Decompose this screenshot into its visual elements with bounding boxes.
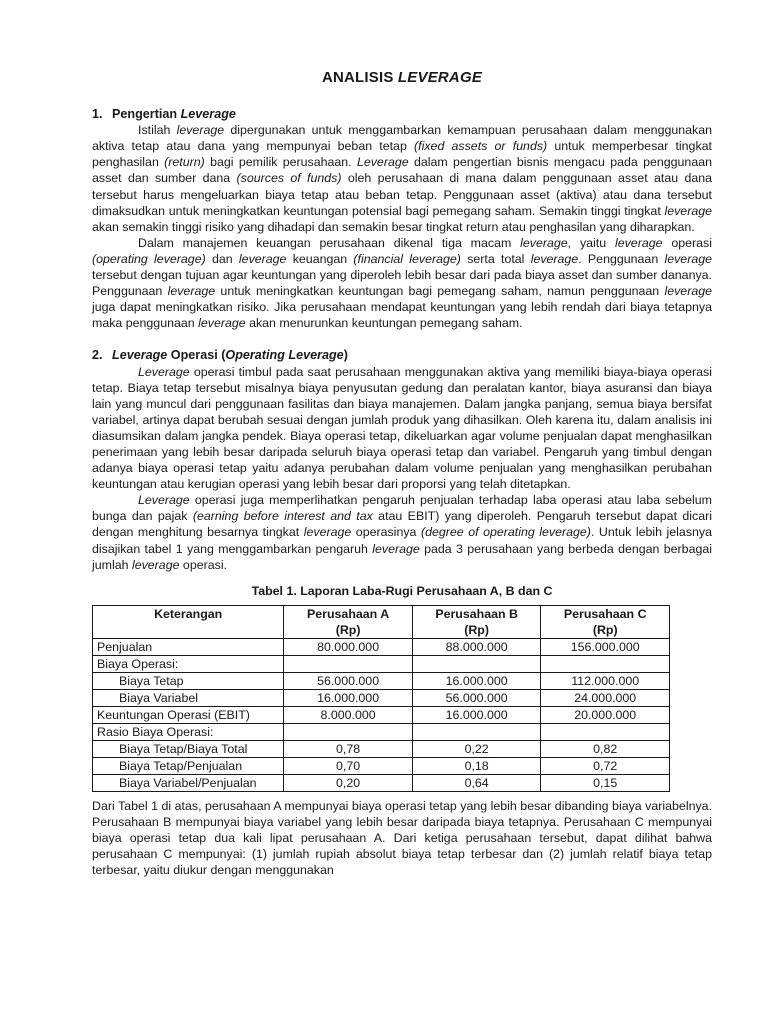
text-run: . Penggunaan <box>578 251 665 266</box>
row-value: 0,82 <box>541 740 670 757</box>
table-row <box>93 706 670 723</box>
row-value <box>541 655 670 672</box>
text-run: operasinya <box>351 525 421 540</box>
text-run: operasi. <box>179 557 228 572</box>
section-2-heading-end: ) <box>343 348 348 363</box>
row-value: 16.000.000 <box>284 689 413 706</box>
italic-run: leverage <box>664 284 712 299</box>
table-row <box>93 740 670 757</box>
row-value: 20.000.000 <box>541 706 670 723</box>
table-row <box>93 655 670 672</box>
table-row <box>93 689 670 706</box>
text-run: operasi juga memperlihatkan pengaruh penjualan terhadap laba operasi atau laba sebelum bunga dan pajak <box>92 493 712 524</box>
italic-run: leverage <box>614 235 663 250</box>
italic-run: (earning before interest and tax <box>192 509 373 524</box>
header-perusahaan-a <box>284 605 413 638</box>
title-emphasis: LEVERAGE <box>397 69 483 86</box>
text-run: akan menurunkan keuntungan pemegang saham. <box>245 316 523 331</box>
italic-run: leverage <box>176 123 225 138</box>
row-label: Biaya Tetap/Penjualan <box>93 757 284 774</box>
header-perusahaan-c <box>541 605 670 638</box>
text-run: dalam pengertian bisnis mengacu pada penggunaan asset dan sumber dana <box>92 155 712 186</box>
section-gap <box>92 331 712 347</box>
section-2-heading <box>92 347 712 363</box>
table-caption: Tabel 1. Laporan Laba-Rugi Perusahaan A, B dan C <box>251 583 553 598</box>
text-run: akan semakin tinggi risiko yang dihadapi dan semakin besar tingkat return atau penghasilan yang diharapkan. <box>92 219 695 234</box>
italic-run: leverage <box>530 251 579 266</box>
header-line-1: Perusahaan B <box>435 606 518 621</box>
table-row <box>93 723 670 740</box>
text-run: , yaitu <box>567 235 615 250</box>
text-run: Dalam manajemen keuangan perusahaan dikenal tiga macam <box>138 235 521 250</box>
row-label: Biaya Variabel/Penjualan <box>93 774 284 791</box>
text-run: oleh perusahaan di mana dalam penggunaan asset atau dana tersebut harus mengeluarkan biaya tetap atau beban tetap. Penggunaan asset (aktiva) atau dana tersebut dimaksudkan untuk meningkatkan keuntungan potensial bagi pemegang saham. Semakin tinggi tingkat <box>92 171 713 218</box>
text-run: atau EBIT) yang diperoleh. Pengaruh tersebut dapat dicari dengan menghitung besarnya tingkat <box>92 509 712 540</box>
italic-run: leverage <box>520 235 568 250</box>
italic-run: leverage <box>167 284 216 299</box>
document-page <box>92 60 712 878</box>
row-value: 16.000.000 <box>412 706 541 723</box>
table-row <box>93 638 670 655</box>
row-value: 0,70 <box>284 757 413 774</box>
table-row <box>93 774 670 791</box>
header-line-1: Perusahaan A <box>306 606 390 621</box>
text-run: Istilah <box>138 123 177 138</box>
row-value: 0,78 <box>284 740 413 757</box>
row-value: 24.000.000 <box>541 689 670 706</box>
header-line-1: Keterangan <box>154 606 223 621</box>
text-run: . Untuk lebih jelasnya disajikan tabel 1 yang menggambarkan pengaruh <box>92 525 712 556</box>
row-value <box>284 723 413 740</box>
row-value: 0,20 <box>284 774 413 791</box>
section-2-heading-emphasis-2: Operating Leverage <box>225 348 344 363</box>
italic-run: leverage <box>238 251 287 266</box>
text-run: keuangan <box>286 251 354 266</box>
section-2-paragraph-1 <box>92 364 712 493</box>
row-value: 16.000.000 <box>412 672 541 689</box>
row-value: 88.000.000 <box>412 638 541 655</box>
italic-run: (return) <box>164 155 205 170</box>
text-run: dipergunakan untuk menggambarkan kemampuan perusahaan dalam menggunakan aktiva tetap atau dana yang mempunyai beban tetap <box>92 123 712 154</box>
section-1-heading-text: Pengertian <box>112 107 181 122</box>
row-label: Biaya Tetap/Biaya Total <box>93 740 284 757</box>
row-label: Keuntungan Operasi (EBIT) <box>93 706 284 723</box>
title-prefix: ANALISIS <box>321 69 398 86</box>
section-2-heading-emphasis-1: Leverage <box>112 348 168 363</box>
section-1-number: 1. <box>92 107 103 122</box>
table-row <box>93 757 670 774</box>
row-value <box>541 723 670 740</box>
italic-run: leverage <box>131 557 180 572</box>
italic-run: leverage <box>303 525 352 540</box>
section-1-paragraph-1 <box>92 122 712 235</box>
row-value: 56.000.000 <box>284 672 413 689</box>
row-value: 8.000.000 <box>284 706 413 723</box>
page-title <box>92 70 712 86</box>
italic-run: (degree of operating leverage) <box>420 525 591 540</box>
italic-run: leverage <box>664 251 712 266</box>
section-1-paragraph-2 <box>92 235 712 332</box>
italic-run: (fixed assets or funds) <box>414 139 548 154</box>
row-value: 0,72 <box>541 757 670 774</box>
header-line-2: (Rp) <box>335 622 361 637</box>
section-2-heading-mid: Operasi ( <box>167 348 226 363</box>
text-run: dan <box>205 251 239 266</box>
section-2-paragraph-2 <box>92 492 712 572</box>
income-statement-table <box>92 605 670 792</box>
row-label: Biaya Variabel <box>93 689 284 706</box>
italic-run: Leverage <box>138 493 190 508</box>
row-label: Penjualan <box>93 638 284 655</box>
section-1-heading <box>92 106 712 122</box>
row-value: 156.000.000 <box>541 638 670 655</box>
text-run: serta total <box>460 251 531 266</box>
row-value: 0,64 <box>412 774 541 791</box>
table-body <box>93 638 670 791</box>
section-2-number: 2. <box>92 348 103 363</box>
italic-run: Leverage <box>138 364 190 379</box>
header-line-2: (Rp) <box>464 622 490 637</box>
row-value: 112.000.000 <box>541 672 670 689</box>
text-run: operasi timbul pada saat perusahaan menggunakan aktiva yang memiliki biaya-biaya operasi tetap. Biaya tetap tersebut misalnya biaya penyusutan gedung dan peralatan kantor, biaya asuransi dan biaya lain yang muncul dari penggunaan fasilitas dan biaya manajemen. Dalam jangka panjang, semua biaya bersifat variabel, artinya dapat berubah sesuai dengan jumlah produk yang dihasilkan. Oleh karena itu, dalam analisis ini diasumsikan dalam jangka pendek. Biaya operasi tetap, dikeluarkan agar volume penjualan dapat menghasilkan penerimaan yang lebih besar daripada seluruh biaya operasi tetap dan variabel. Pengaruh yang timbul dengan adanya biaya operasi tetap yaitu adanya perubahan dalam volume penjualan yang menghasilkan perubahan keuntungan atau kerugian operasi yang lebih besar dari proporsi yang telah ditetapkan. <box>92 364 712 492</box>
header-perusahaan-b <box>412 605 541 638</box>
header-keterangan <box>93 605 284 638</box>
text-run: operasi <box>662 235 712 250</box>
italic-run: leverage <box>664 203 712 218</box>
section-1-heading-emphasis: Leverage <box>180 107 236 122</box>
text-run: tersebut dengan tujuan agar keuntungan yang diperoleh lebih besar dari pada biaya asset dan sumber dananya. Penggunaan <box>92 268 712 299</box>
row-label: Rasio Biaya Operasi: <box>93 723 284 740</box>
row-label: Biaya Operasi: <box>93 655 284 672</box>
text-run: untuk memperbesar tingkat penghasilan <box>92 139 712 170</box>
italic-run: leverage <box>372 541 420 556</box>
italic-run: Leverage <box>356 155 409 170</box>
row-value <box>412 655 541 672</box>
italic-run: (financial leverage) <box>353 251 461 266</box>
row-value: 0,15 <box>541 774 670 791</box>
paragraph-after-table: Dari Tabel 1 di atas, perusahaan A mempunyai biaya operasi tetap yang lebih besar dibanding biaya variabelnya. Perusahaan B mempunyai biaya variabel yang lebih besar daripada biaya tetapnya. Perusahaan C mempunyai biaya operasi tetap dua kali lipat perusahaan A. Dari ketiga perusahaan tersebut, dapat dilihat bahwa perusahaan C mempunyai: (1) jumlah rupiah absolut biaya tetap terbesar dan (2) jumlah relatif biaya tetap terbesar, yaitu diukur dengan menggunakan <box>92 798 712 878</box>
row-value: 0,22 <box>412 740 541 757</box>
text-run: untuk meningkatkan keuntungan bagi pemegang saham, namun penggunaan <box>215 284 665 299</box>
header-line-1: Perusahaan C <box>563 606 647 621</box>
text-run: bagi pemilik perusahaan. <box>204 155 357 170</box>
italic-run: leverage <box>198 316 246 331</box>
row-label: Biaya Tetap <box>93 672 284 689</box>
text-run: juga dapat meningkatkan risiko. Jika perusahaan mendapat keuntungan yang lebih rendah dari biaya tetapnya maka penggunaan <box>92 300 712 331</box>
text-run: pada 3 perusahaan yang berbeda dengan berbagai jumlah <box>92 541 712 572</box>
row-value <box>412 723 541 740</box>
italic-run: (sources of funds) <box>236 171 342 186</box>
header-line-2: (Rp) <box>592 622 618 637</box>
table-header-row <box>93 605 670 638</box>
row-value: 56.000.000 <box>412 689 541 706</box>
italic-run: (operating leverage) <box>92 251 206 266</box>
row-value <box>284 655 413 672</box>
row-value: 80.000.000 <box>284 638 413 655</box>
row-value: 0,18 <box>412 757 541 774</box>
table-row <box>93 672 670 689</box>
